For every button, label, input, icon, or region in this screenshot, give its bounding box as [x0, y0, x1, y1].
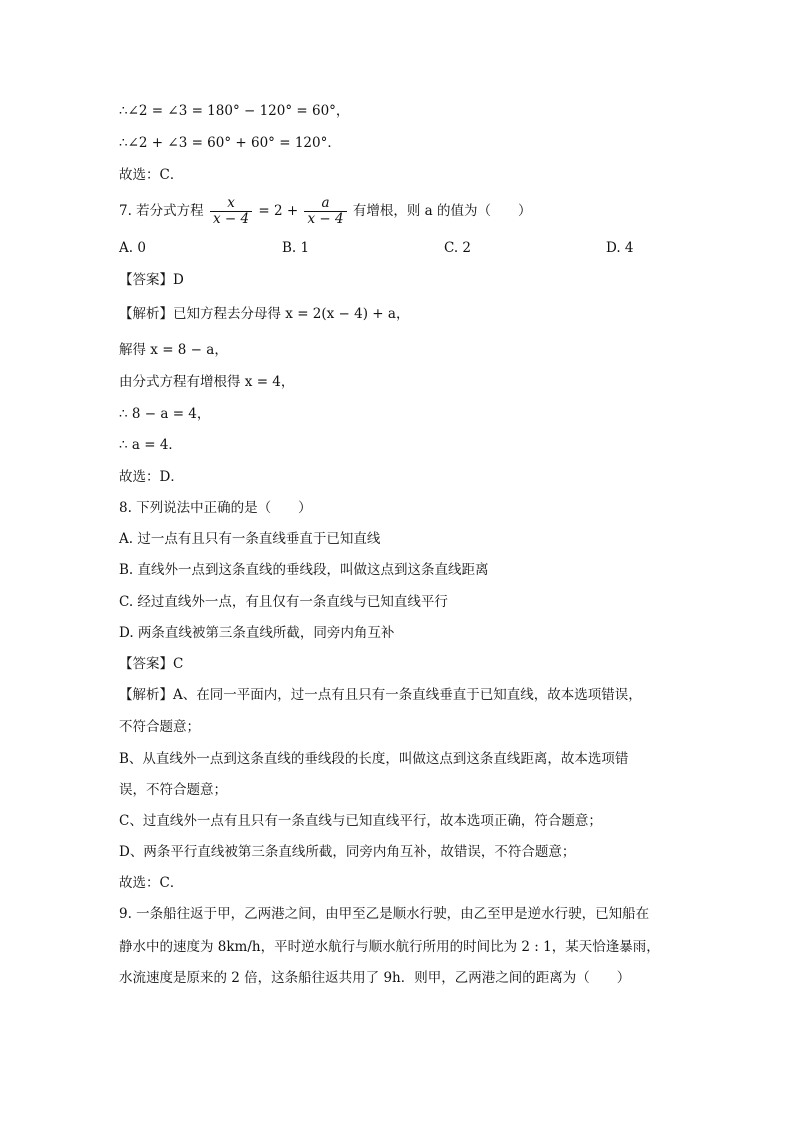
fraction: [304, 196, 346, 227]
q8-option-a: A. 过一点有且只有一条直线垂直于已知直线: [119, 531, 381, 547]
q7-solution-line: 由分式方程有增根得 x = 4，: [119, 374, 295, 390]
q7-solution-line: ∴ 8 − a = 4，: [119, 406, 211, 422]
q7-mid: = 2 +: [258, 203, 299, 219]
q7-prefix: 7. 若分式方程: [119, 203, 204, 219]
q8-solution-line: 不符合题意；: [119, 719, 200, 735]
q8-solution-line: B、从直线外一点到这条直线的垂线段的长度，叫做这点到这条直线距离，故本选项错: [119, 751, 629, 767]
q8-solution-line: D、两条平行直线被第三条直线所截，同旁内角互补，故错误，不符合题意；: [119, 844, 576, 860]
q7-answer: 【答案】D: [119, 272, 184, 288]
q7-solution-line: 【解析】已知方程去分母得 x = 2(x − 4) + a，: [119, 306, 410, 322]
q8-solution-line: C、过直线外一点有且只有一条直线与已知直线平行，故本选项正确，符合题意；: [119, 813, 602, 829]
fraction: [210, 196, 252, 227]
solution-line: 故选：C．: [119, 167, 184, 183]
q8-option-d: D. 两条直线被第三条直线所截，同旁内角互补: [119, 625, 395, 641]
question-8-stem: 8. 下列说法中正确的是（ ）: [119, 500, 312, 516]
question-9-line: 静水中的速度为 8km/h，平时逆水航行与顺水航行所用的时间比为 2 : 1，某天恰逢暴雨，: [119, 939, 660, 955]
q7-option-c: C. 2: [444, 240, 472, 256]
solution-line: ∴∠2 = ∠3 = 180° − 120° = 60°，: [119, 103, 350, 119]
question-9-line: 水流速度是原来的 2 倍，这条船往返共用了 9h．则甲，乙两港之间的距离为（ ）: [119, 970, 631, 986]
q7-solution-line: 解得 x = 8 − a，: [119, 342, 228, 358]
q7-option-a: A. 0: [119, 240, 146, 256]
fraction-numerator: a: [304, 196, 346, 212]
q8-solution-line: 【解析】A、在同一平面内，过一点有且只有一条直线垂直于已知直线，故本选项错误，: [119, 687, 642, 703]
q7-option-d: D. 4: [606, 240, 634, 256]
solution-line: ∴∠2 + ∠3 = 60° + 60° = 120°．: [119, 135, 341, 151]
question-7-stem: [119, 196, 532, 227]
q7-solution-line: 故选：D．: [119, 469, 184, 485]
q7-solution-line: ∴ a = 4．: [119, 437, 182, 453]
fraction-denominator: x − 4: [307, 211, 344, 227]
question-9-line: 9. 一条船往返于甲，乙两港之间，由甲至乙是顺水行驶，由乙至甲是逆水行驶，已知船在: [119, 906, 650, 922]
q8-option-c: C. 经过直线外一点，有且仅有一条直线与已知直线平行: [119, 594, 448, 610]
fraction-numerator: x: [210, 196, 252, 212]
q8-option-b: B. 直线外一点到这条直线的垂线段，叫做这点到这条直线距离: [119, 562, 489, 578]
q7-option-b: B. 1: [282, 240, 310, 256]
q8-answer: 【答案】C: [119, 656, 184, 672]
q8-solution-line: 故选：C．: [119, 875, 184, 891]
q8-solution-line: 误，不符合题意；: [119, 782, 227, 798]
fraction-denominator: x − 4: [212, 211, 250, 227]
q7-suffix: 有增根，则 a 的值为（ ）: [352, 203, 532, 219]
